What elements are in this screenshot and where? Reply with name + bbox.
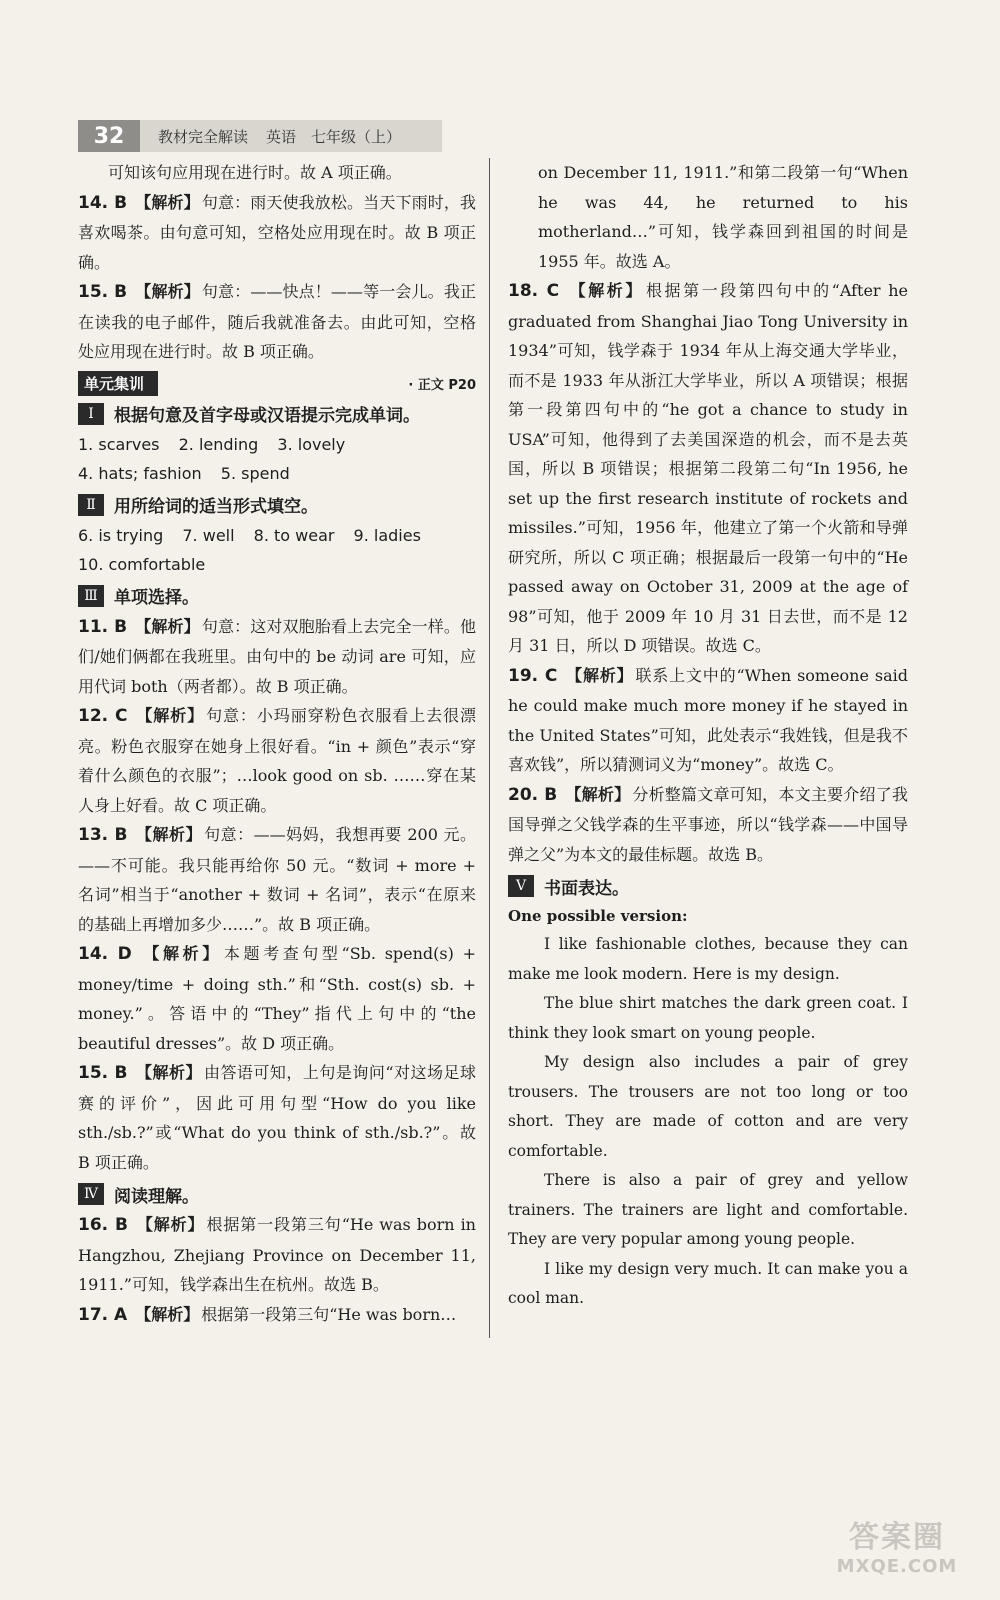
essay-paragraph: I like my design very much. It can make you a cool man. [508,1259,908,1307]
analysis-tag: 【解析】 [135,706,205,725]
answer-explanation: 句意：小玛丽穿粉色衣服看上去很漂亮。粉色衣服穿在她身上很好看。“in + 颜色”表示“穿着什么颜色的衣服”；…look good on sb. ……穿在某人身上好看。故 C 项正确。 [78,706,476,815]
answer: 8. to wear [253,525,335,545]
answer-explanation: 句意：——快点！——等一会儿。我正在读我的电子邮件，随后我就准备去。由此可知，空格处应用现在进行时。故 B 项正确。 [78,282,476,361]
answer: 9. ladies [353,525,421,545]
answer-number: 11. B [78,616,128,637]
answer-explanation: 根据第一段第四句中的“After he graduated from Shanghai Jiao Tong University in 1934”可知，钱学森于 1934 年从上海交通大学毕业，而不是 1933 年从浙江大学毕业，所以 A 项错误；根据第一段第四句中的“he got a chance to study in USA”可知，他得到了去美国深造的机会，而不是去英国，所以 B 项错误；根据第二段第二句“In 1956, he set up the first research institute of rockets and missiles.”可知，1956 年，他建立了第一个火箭和导弹研究所，所以 C 项正确；根据最后一段第一句中的“He passed away on October 31, 2009 at the age of 98”可知，他于 2009 年 10 月 31 日去世，而不是 12 月 31 日，所以 D 项错误。故选 C。 [508,281,908,655]
analysis-tag: 【解析】 [135,192,200,212]
answer-list-mid [78,612,476,1178]
answer-number: 19. C [508,665,558,686]
analysis-tag: 【解析】 [565,665,634,685]
analysis-tag: 【解析】 [135,1304,200,1324]
analysis-tag: 【解析】 [135,1215,205,1234]
unit-label: 单元集训 [78,371,158,396]
answer-item [508,661,908,780]
answer-explanation: 分析整篇文章可知，本文主要介绍了我国导弹之父钱学森的生平事迹，所以“钱学森——中国导弹之父”为本文的最佳标题。故选 B。 [508,784,908,864]
answer-item [78,1058,476,1177]
analysis-tag: 【解析】 [135,282,200,301]
answer-explanation: 根据第一段第三句“He was born in Hangzhou, Zhejiang Province on December 11, 1911.”可知，钱学森出生在杭州。故选 B。 [78,1215,476,1294]
analysis-tag: 【解析】 [139,944,222,963]
essay-paragraph: I like fashionable clothes, because they can make me look modern. Here is my design. [508,935,908,983]
essay-paragraph: There is also a pair of grey and yellow trainers. The trainers are light and comfortable. They are very popular among young people. [508,1171,908,1248]
answer: 2. lending [178,434,259,454]
section-title: 根据句意及首字母或汉语提示完成单词。 [114,406,420,426]
answer-explanation: 本题考查句型“Sb. spend(s) + money/time + doing sth.”和“Sth. cost(s) sb. + money.”。答语中的“They”指代上句中的“the beautiful dresses”。故 D 项正确。 [78,944,476,1053]
section-5-heading [508,872,908,900]
page-header [78,120,442,152]
answer-explanation: 根据第一段第三句“He was born… [201,1304,457,1324]
answer-row [78,550,476,579]
answer-number: 14. D [78,944,132,964]
answer-explanation: 句意：雨天使我放松。当天下雨时，我喜欢喝茶。由句意可知，空格处应用现在时。故 B 项正确。 [78,192,476,272]
section-number: Ⅳ [78,1183,104,1205]
answer-explanation: 联系上文中的“When someone said he could make much more money if he stayed in the United States”可知，此处表示“我姓钱，但是我不喜欢钱”，所以猜测词义为“money”。故选 C。 [508,665,908,774]
page-number: 32 [78,120,140,152]
answer-number: 18. C [508,281,560,301]
answer-number: 17. A [78,1304,128,1325]
section-4-heading [78,1180,476,1208]
answer: 10. comfortable [78,554,206,574]
answer-list-top [78,188,476,367]
answer-item [78,701,476,820]
answer-item [78,1210,476,1300]
answer: 5. spend [220,463,290,483]
section-1-heading [78,400,476,428]
answer-number: 20. B [508,784,558,805]
section-title: 用所给词的适当形式填空。 [114,497,318,517]
left-column [78,158,476,1330]
answer-number: 15. B [78,1063,128,1083]
analysis-tag: 【解析】 [135,616,200,636]
answer: 7. well [182,525,235,545]
answer-number: 16. B [78,1215,128,1235]
answer-row [78,521,476,550]
watermark-title: 答案圈 [849,1520,945,1555]
answer: 1. scarves [78,434,160,454]
answer-number: 14. B [78,192,128,213]
analysis-tag: 【解析】 [567,281,644,300]
answer-number: 12. C [78,706,128,726]
section-number: Ⅱ [78,494,104,516]
column-divider [489,158,490,1338]
right-column [508,158,908,1314]
section-2-heading [78,491,476,519]
answer-explanation: 句意：——妈妈，我想再要 200 元。——不可能。我只能再给你 50 元。“数词 + more + 名词”相当于“another + 数词 + 名词”，表示“在原来的基础上再增加多少……”。故 B 项正确。 [78,825,476,934]
answer-number: 13. B [78,825,128,845]
section-number: Ⅲ [78,585,104,607]
section-title: 阅读理解。 [114,1186,199,1207]
watermark-logo [822,1512,972,1582]
watermark-url: MXQE.COM [836,1556,958,1577]
section-3-heading [78,582,476,610]
answer-item [78,277,476,367]
section-number: Ⅴ [508,875,534,897]
answer: 6. is trying [78,525,164,545]
answer-explanation: 由答语可知，上句是询问“对这场足球赛的评价”，因此可用句型“How do you like sth./sb.?”或“What do you think of sth./sb.?”。故 B 项正确。 [78,1063,476,1172]
answer-row [78,459,476,488]
analysis-tag: 【解析】 [565,784,631,804]
section-title: 书面表达。 [544,878,629,899]
answer-item [78,1300,476,1331]
answer-item [78,188,476,278]
answer-item [78,939,476,1058]
section-number: Ⅰ [78,403,104,425]
answer-list-right [508,276,908,869]
analysis-tag: 【解析】 [135,825,203,844]
unit-bar [78,371,476,397]
intro-text: 可知该句应用现在进行时。故 A 项正确。 [108,163,402,182]
answer-item [78,612,476,702]
answer-explanation: 句意：这对双胞胎看上去完全一样。他们/她们俩都在我班里。由句中的 be 动词 are 可知，应用代词 both（两者都）。故 B 项正确。 [78,616,476,696]
answer-item [78,820,476,939]
answer-item [508,780,908,870]
book-subject: 英语 七年级（上） [266,127,402,146]
answer-number: 15. B [78,282,128,302]
version-label: One possible version: [508,907,688,925]
answer-item [508,276,908,661]
essay-paragraph: My design also includes a pair of grey trousers. The trousers are not too long or too short. They are made of cotton and are very comfortable. [508,1053,908,1160]
answer-list-bottom [78,1210,476,1330]
continued-text: on December 11, 1911.”和第二段第一句“When he was 44, he returned to his motherland…”可知，钱学森回到祖国的时间是 1955 年。故选 A。 [538,163,908,271]
book-title: 教材完全解读 [158,127,249,146]
answer: 4. hats; fashion [78,463,202,483]
answer: 3. lovely [277,434,346,454]
essay-paragraph: The blue shirt matches the dark green coat. I think they look smart on young people. [508,994,908,1042]
answer-row [78,430,476,459]
essay [508,930,908,1314]
unit-reference: · 正文 P20 [408,378,476,393]
section-title: 单项选择。 [114,588,199,608]
analysis-tag: 【解析】 [135,1063,202,1082]
